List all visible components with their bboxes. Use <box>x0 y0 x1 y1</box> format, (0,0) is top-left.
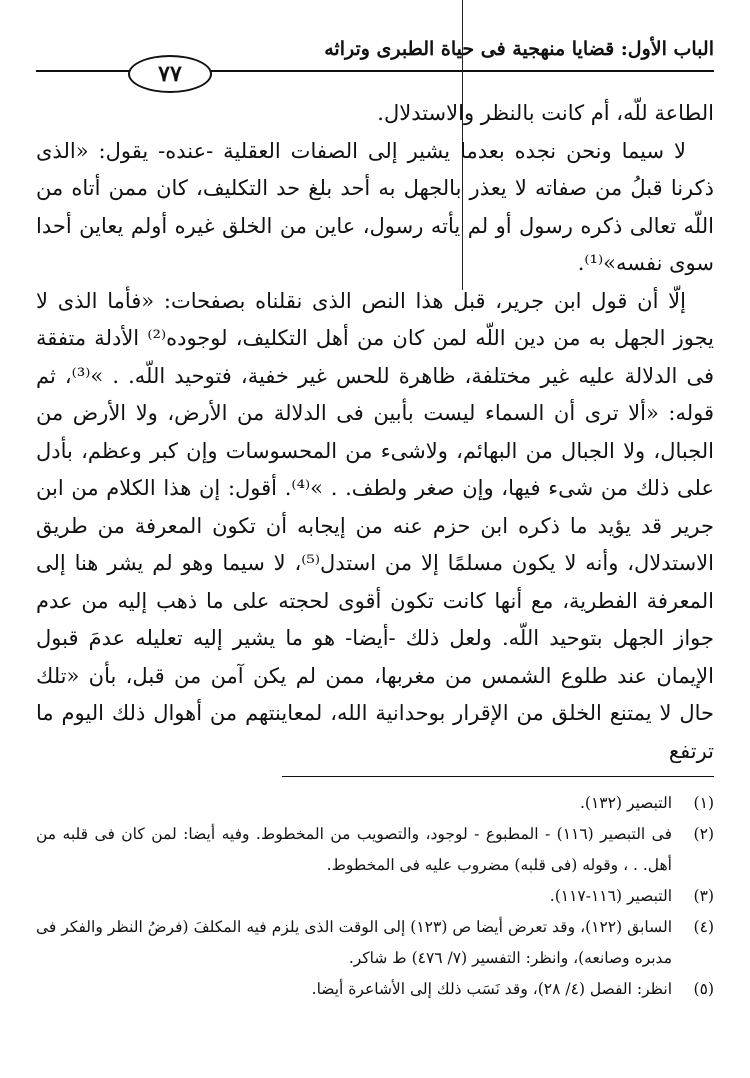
footnote-number: (٢) <box>693 825 714 843</box>
footnote-2 <box>36 819 714 881</box>
chapter-title: الباب الأول: قضايا منهجية فى حياة الطبرى وتراثه <box>324 38 714 60</box>
footnote-text: التبصير (١١٦-١١٧). <box>549 887 672 905</box>
footnotes <box>36 788 714 1005</box>
page-number: ٧٧ <box>128 55 212 93</box>
footnote-4 <box>36 912 714 974</box>
footnote-number: (٣) <box>693 887 714 905</box>
footnote-number: (١) <box>693 794 714 812</box>
footnote-5 <box>36 974 714 1005</box>
footnote-1 <box>36 788 714 819</box>
main-text <box>36 95 714 770</box>
paragraph-1: الطاعة للّه، أم كانت بالنظر والاستدلال. <box>377 101 714 125</box>
footnote-number: (٤) <box>693 918 714 936</box>
paragraph-2: لا سيما ونحن نجده بعدما يشير إلى الصفات العقلية -عنده- يقول: «الذى ذكرنا قبلُ من صفاته لا يعذر بالجهل به أحد بلغ حد التكليف، كان ممن أتاه من اللّه تعالى ذكره رسول أو لم يأته رسول، عاين من الخلق غيره أولم يعاين أحدا سوى نفسه»⁽¹⁾. <box>36 138 714 275</box>
footnote-number: (٥) <box>693 980 714 998</box>
footnote-3 <box>36 881 714 912</box>
paragraph-3: إلّا أن قول ابن جرير، قبل هذا النص الذى نقلناه بصفحات: «فأما الذى لا يجوز الجهل به من دين اللّه لمن كان من أهل التكليف، لوجوده⁽²⁾ الأدلة متفقة فى الدلالة عليه غير مختلفة، ظاهرة للحس غير خفية، فتوحيد اللّه. . »⁽³⁾، ثم قوله: «ألا ترى أن السماء ليست بأبين فى الدلالة من الأرض، ولا الأرض من الجبال، ولا الجبال من البهائم، ولاشىء من المحسوسات وإن كبر وعظم، بأدل على ذلك من شىء فيها، وإن صغر ولطف. . »⁽⁴⁾. أقول: إن هذا الكلام من ابن جرير قد يؤيد ما ذكره ابن حزم عنه من إيجابه أن تكون المعرفة من طريق الاستدلال، وأنه لا يكون مسلمًا إلا من استدل⁽⁵⁾، لا سيما وهو لم يشر هنا إلى المعرفة الفطرية، مع أنها كانت تكون أقوى لحجته على ما ذهب إليه من عدم جواز الجهل بتوحيد اللّه. ولعل ذلك -أيضا- هو ما يشير إليه تعليله عدمَ قبول الإيمان عند طلوع الشمس من مغربها، ممن لم يكن آمن من قبل، بأن «تلك حال لا يمتنع الخلق من الإقرار بوحدانية الله، لمعاينتهم من أهوال ذلك اليوم ما ترتفع <box>36 288 715 763</box>
footnote-text: انظر: الفصل (٤/ ٢٨)، وقد نَسَب ذلك إلى الأشاعرة أيضا. <box>311 980 672 998</box>
footnote-text: السابق (١٢٢)، وقد تعرض أيضا ص (١٢٣) إلى الوقت الذى يلزم فيه المكلفَ (فرضُ النظر والفكر فى مدبره وصانعه)، وانظر: التفسير (٧/ ٤٧٦) ط شاكر. <box>36 918 673 967</box>
running-header <box>0 38 750 68</box>
footnote-separator <box>282 776 714 777</box>
footnote-text: التبصير (١٣٢). <box>580 794 672 812</box>
footnote-text: فى التبصير (١١٦) - المطبوع - لوجود، والتصويب من المخطوط. وفيه أيضا: لمن كان فى قلبه من أهل. . ، وقوله (فى قلبه) مضروب عليه فى المخطوط. <box>36 825 672 874</box>
